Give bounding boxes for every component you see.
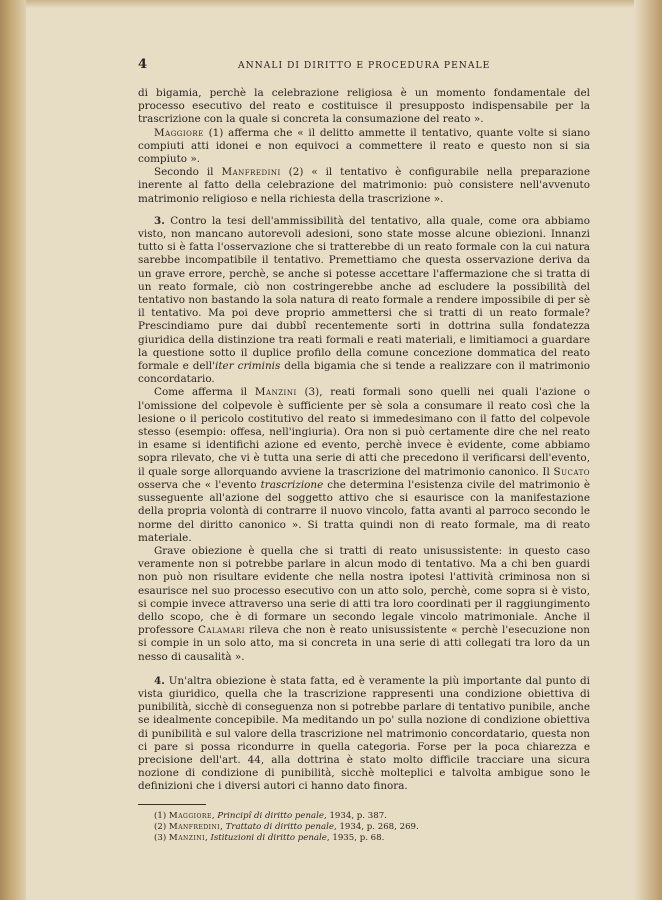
footnote-number: (2) [154, 821, 167, 832]
paragraph-text: (3), reati formali sono quelli nei quali l'azione o l'omissione del colpevole è sufficiente per sè sola a consumare il reato così che la lesione o il pericolo costitutivo del reato si immedesimano con il fatto del colpevole stesso (esempio: offesa, nell'ingiuria). Ora non si può certamente dire che nel reato in esame si identifichi azione ed evento, perchè invece è evidente, come abbiamo sopra rilevato, che vi è tutta una serie di atti che precedono il verificarsi dell'evento, il quale sorge allorquando avviene la trascrizione del matrimonio canonico. Il [138, 386, 590, 478]
footnote-separator: , [211, 810, 218, 821]
footnote-author: Manfredini [168, 821, 221, 832]
footnote-number: (3) [154, 832, 167, 843]
author-name: Maggiore [154, 126, 204, 139]
paragraph-2 [138, 127, 590, 167]
paragraph-text: Contro la tesi dell'ammissibilità del tentativo, alla quale, come ora abbiamo visto, non mancano autorevoli adesioni, sono state mosse alcune obiezioni. Innanzi tutto si è fatta l'osservazione che si tratterebbe di un reato formale con la cui natura sarebbe incompatibile il tentativo. Premettiamo che questa osservazione deriva da un grave errore, perchè, se anche si potesse accettare l'affermazione che si tratta di un reato formale, ciò non costringerebbe anche ad escludere la possibilità del tentativo non bastando la sola natura di reato formale a rendere impossibile di per sè il tentativo. Ma poi deve proprio ammettersi che si tratti di un reato formale? Prescindiamo pure dai dubbî recentemente sorti in dottrina sulla fondatezza giuridica della distinzione tra reati formali e reati materiali, e limitiamoci a guardare la questione sotto il duplice profilo della comune concezione dommatica del reato formale e dell' [138, 214, 590, 373]
footnote-title: Principî di diritto penale [217, 810, 324, 821]
section-4-paragraph [138, 675, 590, 794]
footnote-details: , 1934, p. 387. [324, 810, 387, 821]
paragraph-3 [138, 166, 590, 206]
footnote-title: Istituzioni di diritto penale [210, 832, 327, 843]
footnote-details: , 1934, p. 268, 269. [333, 821, 419, 832]
paragraph-1: di bigamia, perchè la celebrazione religiosa è un momento fondamentale del processo esecutivo del reato e costituisce il presupposto indispensabile per la trascrizione con la quale si concreta la consumazione del reato ». [138, 87, 590, 126]
footnote-separator: , [204, 832, 211, 843]
footnote [154, 811, 590, 822]
author-name: Manfredini [221, 166, 281, 179]
paragraph-5 [138, 386, 590, 544]
paragraph-tail: rileva che non è reato unisussistente « perchè l'esecuzione non si compie in un solo atto, ma si concreta in una serie di atti collegati tra loro da un nesso di causalità ». [138, 624, 590, 663]
paragraph-lead: Secondo il [154, 166, 222, 179]
footnote-divider [138, 804, 206, 805]
author-name: Calamari [198, 624, 245, 637]
footnote-details: , 1935, p. 68. [326, 832, 385, 843]
page-number: 4 [138, 57, 148, 72]
paragraph-lead: Come afferma il [154, 386, 255, 399]
paragraph-text: osserva che « l'evento [138, 478, 261, 491]
footnote-author: Manzini [168, 832, 205, 843]
section-number: 4. [154, 674, 165, 687]
footnotes [138, 811, 590, 844]
running-title: ANNALI DI DIRITTO E PROCEDURA PENALE [238, 60, 491, 71]
footnote [154, 833, 590, 844]
italic-term: trascrizione [260, 478, 324, 491]
paragraph-text: Grave obiezione è quella che si tratti di reato unisussistente: in questo caso veramente non si potrebbe parlare in alcun modo di tentativo. Ma a chi ben guardi non può non risultare evidente che nella nostra ipotesi l'attività criminosa non si esaurisce nel suo processo esecutivo con un atto solo, perchè, come sopra si è visto, si compie invece attraverso una serie di atti tra loro coordinati per il raggiungimento dello scopo, che è di formare un secondo legale vincolo matrimoniale. Anche il professore [138, 544, 590, 637]
section-3-paragraph [138, 215, 590, 387]
paragraph-tail: che determina l'esistenza civile del matrimonio è susseguente all'azione del soggetto attivo che si esaurisce con la manifestazione della propria volontà di contrarre il nuovo vincolo, fatta avanti al parroco secondo le norme del diritto canonico ». Si tratta quindi non di reato formale, ma di reato materiale. [138, 478, 590, 544]
paragraph-text: Un'altra obiezione è stata fatta, ed è veramente la più importante dal punto di vista giuridico, quella che la trascrizione rappresenti una condizione obiettiva di punibilità, sicchè di conseguenza non si potrebbe parlare di tentativo punibile, anche se idealmente concepibile. Ma meditando un po' sulla nozione di condizione obiettiva di punibilità e sul valore della trascrizione nel matrimonio concordatario, questa non ci pare si possa ricondurre in quella categoria. Forse per la poca chiarezza e precisione dell'art. 44, alla dottrina è stato molto difficile tracciare una sicura nozione di condizione di punibilità, sicchè molteplici e talvolta ambigue sono le definizioni che i diversi autori ci hanno dato finora. [138, 674, 590, 793]
paragraph-text: (1) afferma che « il delitto ammette il tentativo, quante volte si siano compiuti atti idonei e non equivoci a commettere il reato e questo non si sia compiuto ». [138, 126, 590, 166]
paragraph-6 [138, 545, 590, 664]
footnote-title: Trattato di diritto penale [225, 821, 334, 832]
footnote-separator: , [220, 821, 226, 832]
paragraph-tail: della bigamia che si tende a realizzare con il matrimonio concordatario. [138, 360, 590, 386]
paragraph-text: (2) « il tentativo è configurabile nella preparazione inerente al fatto della celebrazione del matrimonio: può consistere nell'avvenuto matrimonio religioso e nella richiesta della trascrizione ». [138, 166, 590, 205]
footnote [154, 822, 590, 833]
italic-term: iter criminis [215, 360, 281, 373]
running-header [138, 58, 590, 80]
author-name: Manzini [254, 386, 297, 399]
page-right-edge [634, 0, 662, 900]
footnote-author: Maggiore [168, 810, 212, 821]
book-spine-edge [0, 0, 26, 900]
author-name: Sucato [553, 465, 590, 478]
footnote-number: (1) [154, 810, 167, 821]
section-number: 3. [154, 214, 165, 227]
document-page [138, 58, 590, 844]
page-top-shadow [0, 0, 662, 8]
